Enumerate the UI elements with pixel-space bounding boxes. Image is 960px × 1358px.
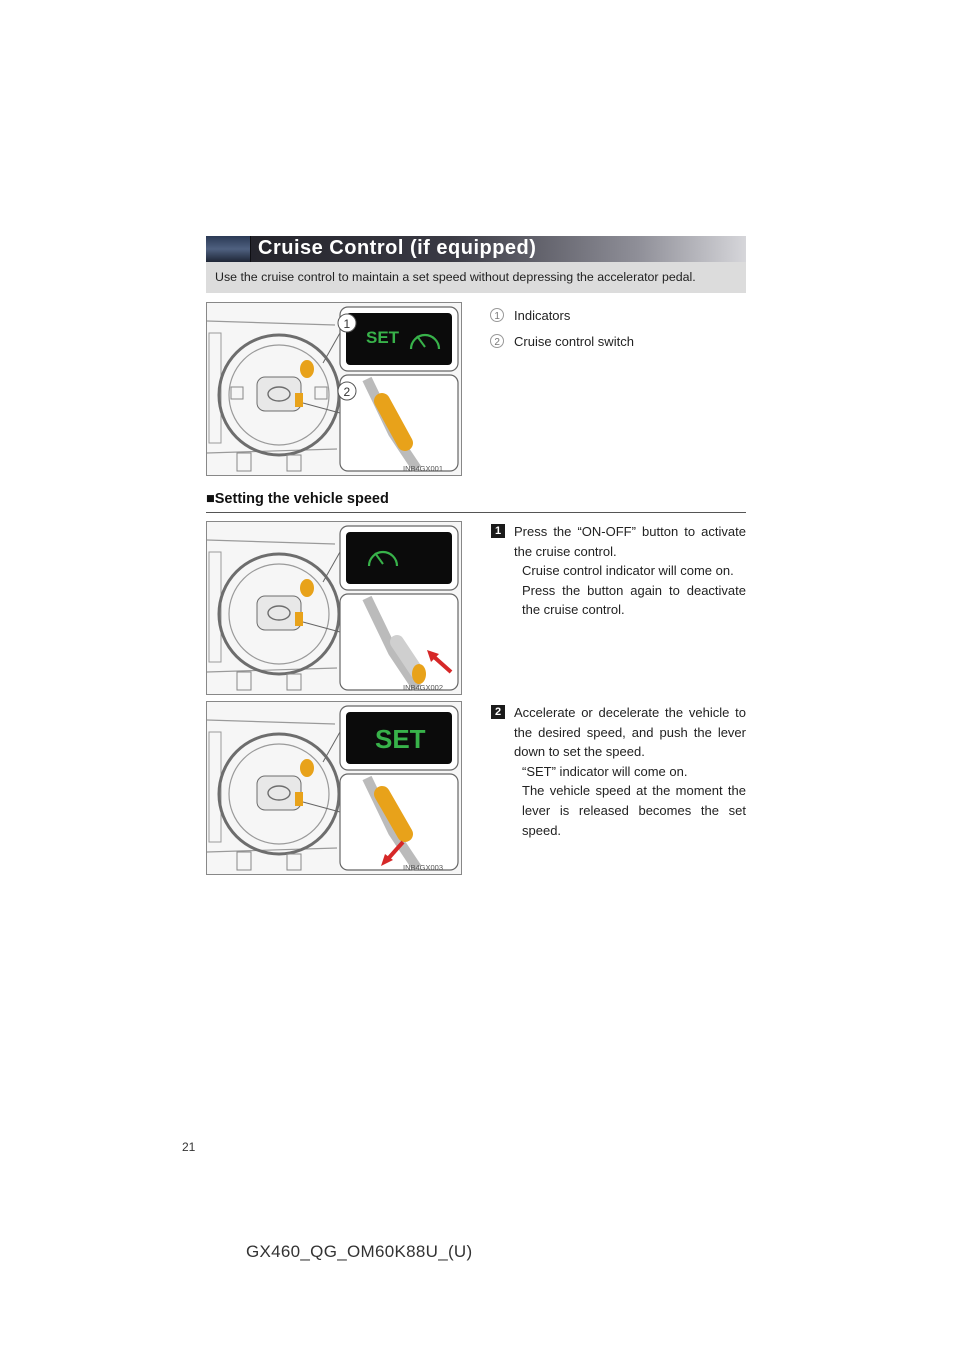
figure-code: INB4GX003 <box>403 863 444 872</box>
set-indicator-text: SET <box>366 328 400 347</box>
figure-code: INB4GX002 <box>403 683 444 692</box>
step-main-text: Accelerate or decelerate the vehicle to the desired speed, and push the lever down to set the speed. <box>514 705 746 760</box>
intro-text: Use the cruise control to maintain a set speed without depressing the accelerator pedal. <box>206 262 746 293</box>
step1-figure <box>206 521 462 695</box>
heading-text: Setting the vehicle speed <box>214 491 389 507</box>
legend-label: Indicators <box>514 308 571 323</box>
step-note: Cruise control indicator will come on. <box>522 563 734 579</box>
section-heading <box>206 491 389 507</box>
document-code: GX460_QG_OM60K88U_(U) <box>246 1242 473 1261</box>
step-note: Press the button again to deactivate the cruise control. <box>522 582 746 618</box>
step-note: “SET” indicator will come on. <box>522 763 688 779</box>
heading-marker: ■ <box>206 491 215 507</box>
page-title: Cruise Control (if equipped) <box>258 237 537 259</box>
step2-text <box>514 703 746 840</box>
figure-code: INB4GX001 <box>403 464 444 473</box>
svg-text:2: 2 <box>343 385 351 399</box>
overview-figure <box>206 302 462 476</box>
step-main-text: Press the “ON-OFF” button to activate the cruise control. <box>514 524 746 559</box>
legend-label: Cruise control switch <box>514 334 634 349</box>
heading-divider <box>206 512 746 513</box>
svg-text:2: 2 <box>494 337 500 348</box>
svg-text:1: 1 <box>343 317 351 331</box>
step2-figure <box>206 701 462 875</box>
step1-text <box>514 522 746 620</box>
step-note: The vehicle speed at the moment the lever is released becomes the set speed. <box>522 783 746 838</box>
set-indicator-text: SET <box>375 724 426 754</box>
step-number: 2 <box>491 705 505 719</box>
page-number: 21 <box>182 1140 196 1154</box>
svg-text:1: 1 <box>494 311 500 322</box>
section-title-bar <box>206 236 746 262</box>
section-title-icon <box>206 236 251 262</box>
step-number: 1 <box>491 524 505 538</box>
